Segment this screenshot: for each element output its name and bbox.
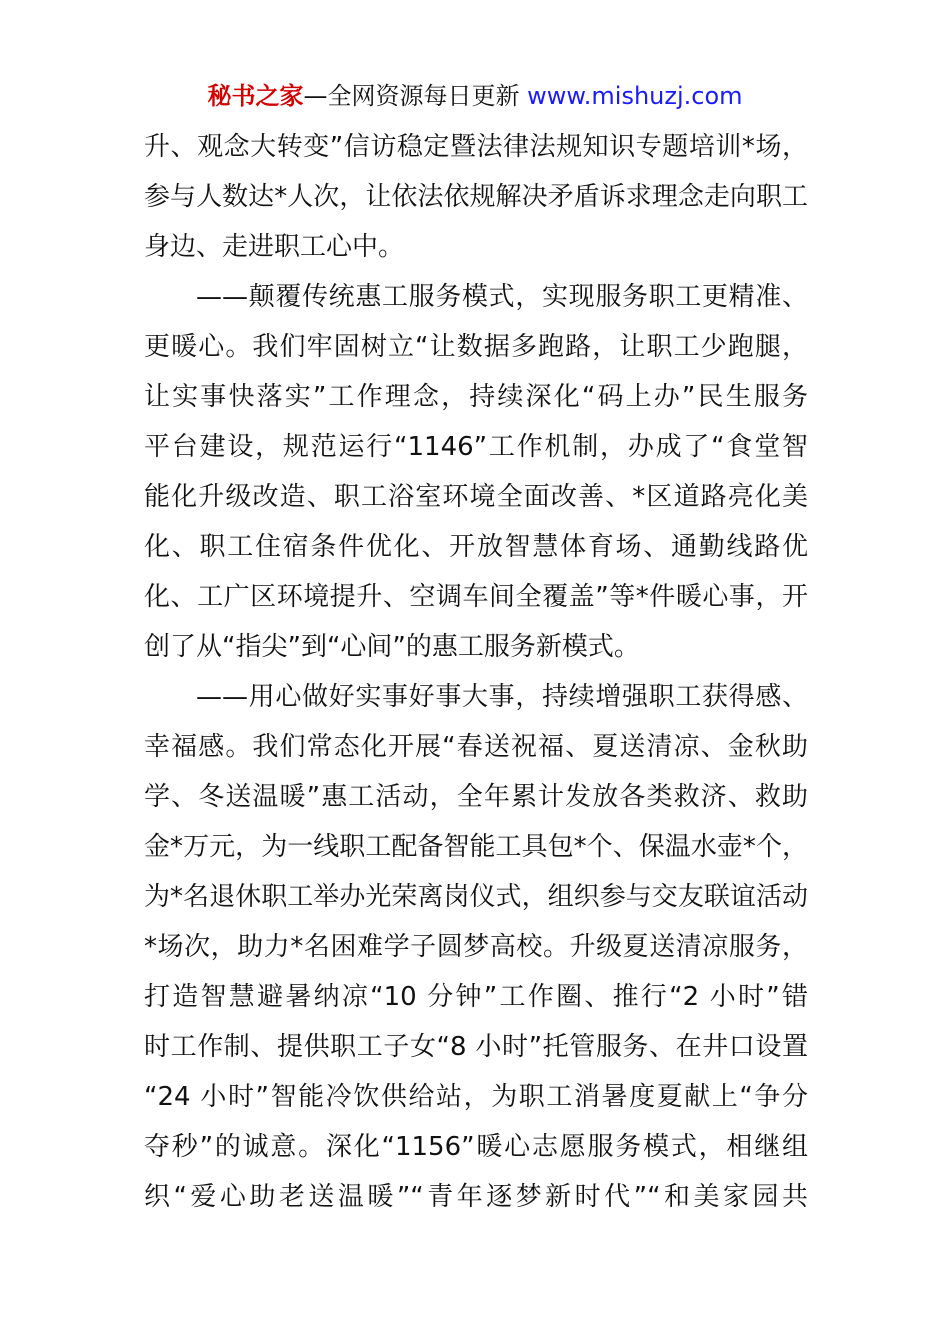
text-line: 能化升级改造、职工浴室环境全面改善、*区道路亮化美 <box>144 482 808 512</box>
text-line: 创了从“指尖”到“心间”的惠工服务新模式。 <box>144 632 640 662</box>
text-line: 幸福感。我们常态化开展“春送祝福、夏送清凉、金秋助 <box>144 732 808 762</box>
site-brand: 秘书之家 <box>207 82 304 110</box>
text-line: 让实事快落实”工作理念，持续深化“码上办”民生服务 <box>144 382 808 412</box>
text-line: 织“爱心助老送温暖”“青年逐梦新时代”“和美家园共 <box>144 1182 808 1212</box>
text-line: 升、观念大转变”信访稳定暨法律法规知识专题培训*场， <box>144 132 808 162</box>
text-line: *场次，助力*名困难学子圆梦高校。升级夏送清凉服务， <box>144 932 808 962</box>
text-line: 参与人数达*人次，让依法依规解决矛盾诉求理念走向职工 <box>144 182 808 212</box>
text-line: 时工作制、提供职工子女“8 小时”托管服务、在井口设置 <box>144 1032 808 1062</box>
text-line: “24 小时”智能冷饮供给站，为职工消暑度夏献上“争分 <box>144 1082 808 1112</box>
text-line: 金*万元，为一线职工配备智能工具包*个、保温水壶*个， <box>144 832 808 862</box>
text-line: 平台建设，规范运行“1146”工作机制，办成了“食堂智 <box>144 432 808 462</box>
text-line: 更暖心。我们牢固树立“让数据多跑路，让职工少跑腿， <box>144 332 808 362</box>
paragraph-heading-line: ——颠覆传统惠工服务模式，实现服务职工更精准、 <box>196 282 808 312</box>
text-line: 为*名退休职工举办光荣离岗仪式，组织参与交友联谊活动 <box>144 882 808 912</box>
site-url[interactable]: www.mishuzj.com <box>527 82 743 110</box>
text-line: 化、职工住宿条件优化、开放智慧体育场、通勤线路优 <box>144 532 808 562</box>
text-line: 身边、走进职工心中。 <box>144 232 405 262</box>
text-line: 学、冬送温暖”惠工活动，全年累计发放各类救济、救助 <box>144 782 808 812</box>
text-line: 夺秒”的诚意。深化“1156”暖心志愿服务模式，相继组 <box>144 1132 808 1162</box>
site-tagline: —全网资源每日更新 <box>303 82 528 110</box>
text-line: 打造智慧避暑纳凉“10 分钟”工作圈、推行“2 小时”错 <box>144 982 808 1012</box>
site-header <box>0 78 950 114</box>
document-body <box>144 122 808 1222</box>
paragraph-heading-line: ——用心做好实事好事大事，持续增强职工获得感、 <box>196 682 808 712</box>
text-line: 化、工广区环境提升、空调车间全覆盖”等*件暖心事，开 <box>144 582 808 612</box>
